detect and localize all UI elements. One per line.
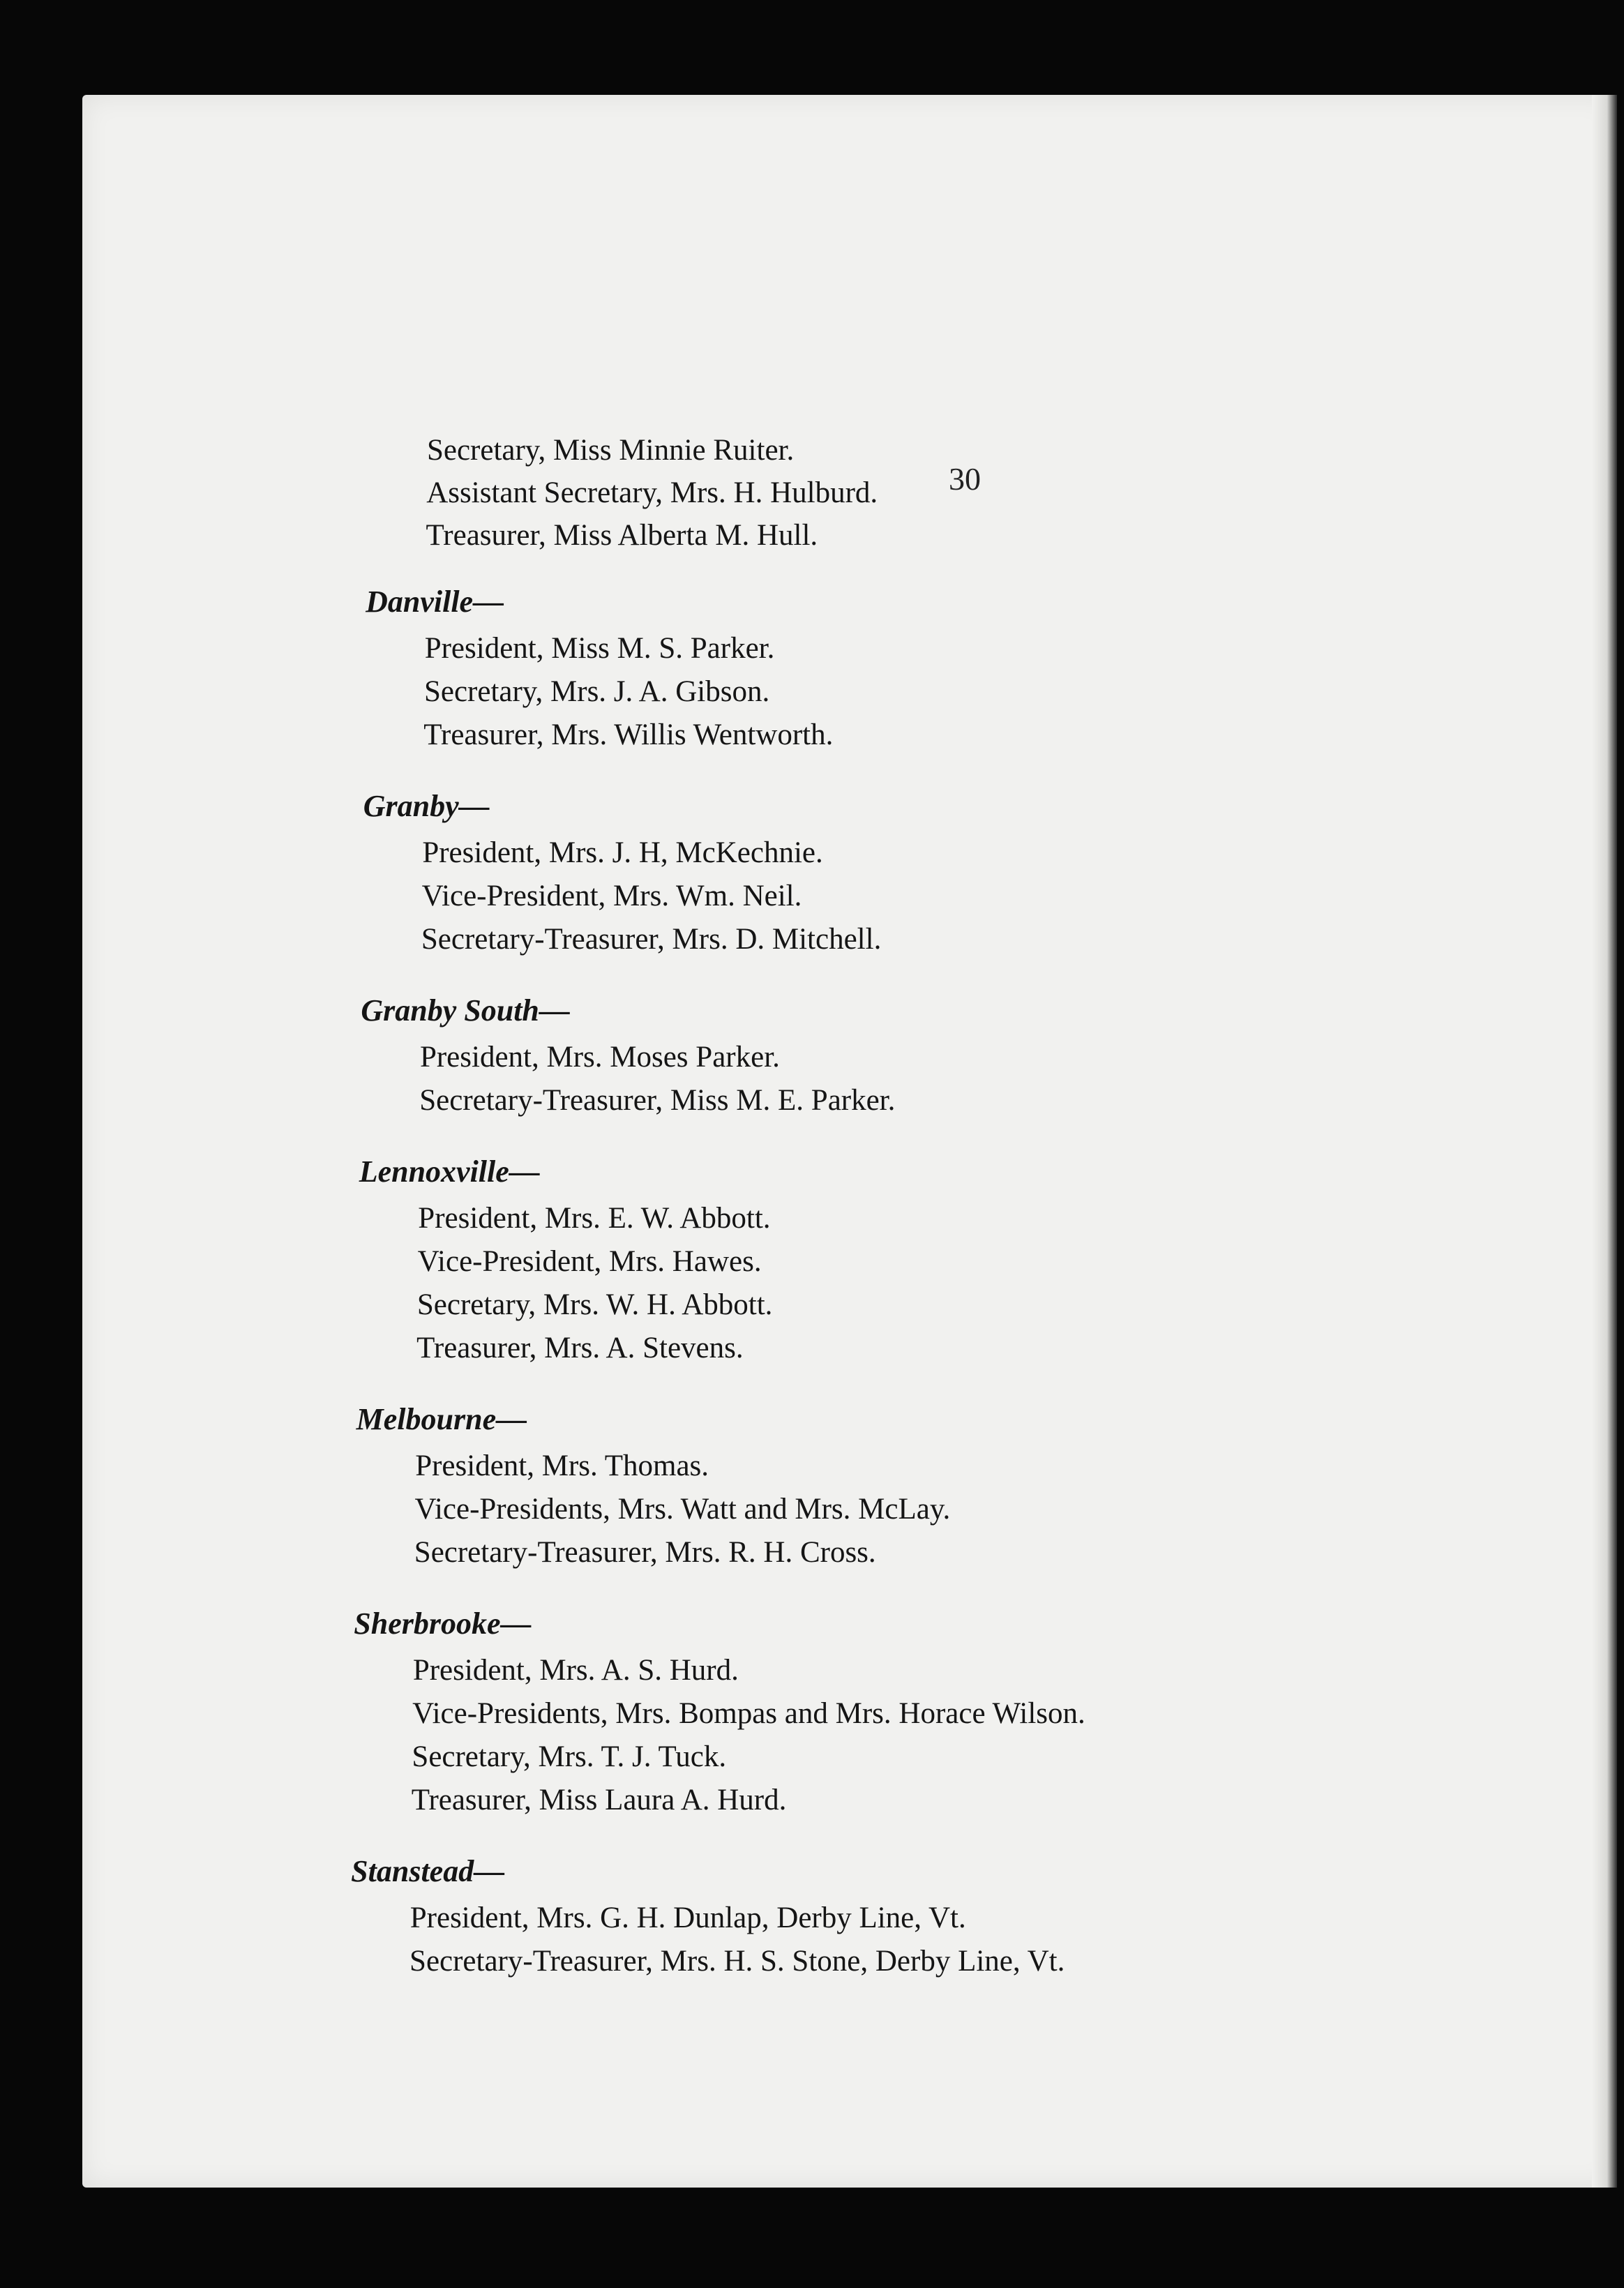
officer-entry: Treasurer, Miss Laura A. Hurd. (411, 1784, 787, 1816)
officer-entry: Secretary, Mrs. J. A. Gibson. (423, 675, 770, 708)
officer-entry: President, Mrs. A. S. Hurd. (412, 1654, 739, 1687)
branch-heading: Stanstead— (351, 1854, 505, 1888)
document-page (82, 95, 1617, 2188)
officer-entry: President, Miss M. S. Parker. (424, 632, 775, 665)
officer-entry: Treasurer, Mrs. Willis Wentworth. (423, 718, 834, 751)
page-number: 30 (949, 461, 981, 497)
officer-entry: President, Mrs. E. W. Abbott. (418, 1202, 771, 1235)
branch-heading: Lennoxville— (359, 1154, 540, 1189)
officer-entry: Secretary-Treasurer, Mrs. R. H. Cross. (414, 1536, 876, 1569)
officer-entry: Vice-President, Mrs. Wm. Neil. (421, 880, 802, 912)
officer-entry: Secretary, Mrs. T. J. Tuck. (412, 1740, 727, 1773)
branch-heading: Sherbrooke— (354, 1606, 532, 1641)
officer-list (82, 95, 1617, 2188)
officer-entry: Assistant Secretary, Mrs. H. Hulburd. (426, 476, 878, 509)
officer-entry: Secretary-Treasurer, Mrs. D. Mitchell. (421, 923, 882, 956)
branch-heading: Danville— (366, 585, 504, 619)
officer-entry: Vice-President, Mrs. Hawes. (417, 1245, 762, 1278)
branch-heading: Granby South— (361, 993, 570, 1028)
branch-heading: Granby— (363, 789, 490, 823)
officer-entry: President, Mrs. Thomas. (415, 1450, 709, 1482)
officer-entry: Vice-Presidents, Mrs. Watt and Mrs. McLay. (414, 1493, 951, 1526)
officer-entry: Treasurer, Mrs. A. Stevens. (416, 1332, 744, 1364)
officer-entry: Vice-Presidents, Mrs. Bompas and Mrs. Horace Wilson. (412, 1697, 1085, 1730)
officer-entry: Treasurer, Miss Alberta M. Hull. (426, 519, 818, 552)
officer-entry: Secretary-Treasurer, Mrs. H. S. Stone, Derby Line, Vt. (409, 1945, 1065, 1978)
officer-entry: Secretary, Mrs. W. H. Abbott. (416, 1288, 773, 1321)
branch-heading: Melbourne— (356, 1402, 527, 1436)
officer-entry: President, Mrs. Moses Parker. (419, 1041, 780, 1074)
officer-entry: Secretary-Treasurer, Miss M. E. Parker. (419, 1084, 896, 1117)
officer-entry: Secretary, Miss Minnie Ruiter. (426, 434, 795, 467)
officer-entry: President, Mrs. G. H. Dunlap, Derby Line, Vt. (409, 1902, 966, 1934)
officer-entry: President, Mrs. J. H, McKechnie. (422, 836, 823, 869)
